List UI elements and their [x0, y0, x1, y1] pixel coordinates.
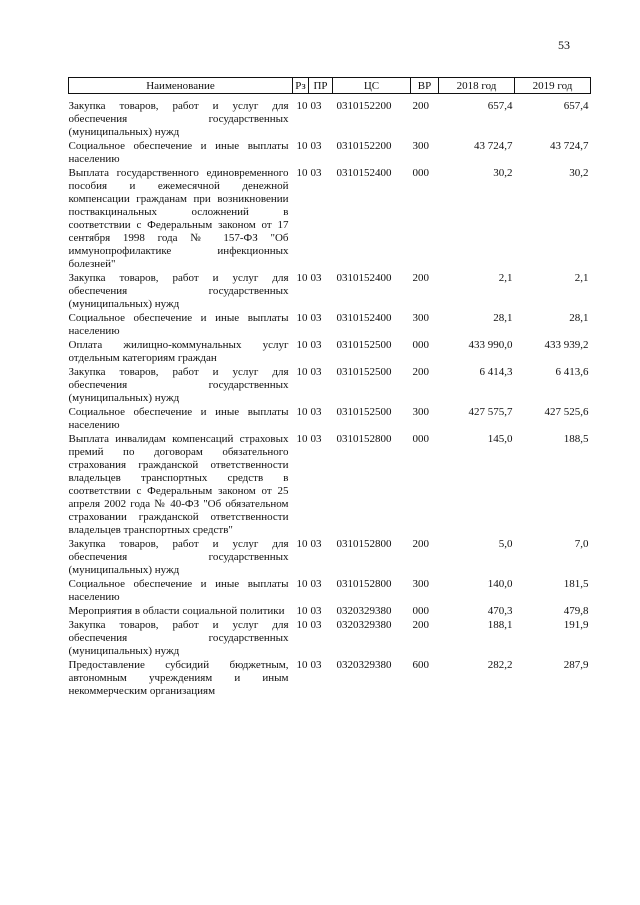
- row-rz: 10: [296, 167, 308, 179]
- row-2018: 2,1: [498, 272, 513, 284]
- row-vr: 000: [412, 433, 429, 445]
- row-name: Закупка товаров, работ и услуг для обеспечения государственных (муниципальных) нужд: [68, 100, 289, 138]
- row-2018: 28,1: [493, 312, 513, 324]
- row-rz: 10: [296, 339, 308, 351]
- row-name: Закупка товаров, работ и услуг для обеспечения государственных (муниципальных) нужд: [68, 272, 289, 310]
- row-name: Предоставление субсидий бюджетным, автономным учреждениям и иным некоммерческим организациям: [68, 659, 289, 697]
- row-cs: 0310152400: [336, 312, 392, 324]
- budget-table: [68, 77, 591, 699]
- row-vr: 000: [412, 605, 429, 617]
- row-2018: 657,4: [487, 100, 513, 112]
- row-2019: 181,5: [563, 578, 589, 590]
- row-vr: 300: [412, 578, 429, 590]
- row-vr: 200: [412, 272, 429, 284]
- row-rz: 10: [296, 433, 308, 445]
- row-pr: 03: [310, 100, 322, 112]
- row-2019: 657,4: [563, 100, 589, 112]
- row-cs: 0310152200: [336, 140, 392, 152]
- row-2019: 191,9: [563, 619, 589, 631]
- header-pr: ПР: [309, 78, 333, 94]
- row-2018: 140,0: [487, 578, 513, 590]
- row-cs: 0310152500: [336, 366, 392, 378]
- row-cs: 0310152400: [336, 167, 392, 179]
- row-pr: 03: [310, 659, 322, 671]
- header-2018: 2018 год: [439, 78, 515, 94]
- table-body: [69, 94, 591, 700]
- table-header-row: [69, 78, 591, 94]
- row-name: Закупка товаров, работ и услуг для обеспечения государственных (муниципальных) нужд: [68, 538, 289, 576]
- row-2018: 470,3: [487, 605, 513, 617]
- row-rz: 10: [296, 538, 308, 550]
- row-vr: 000: [412, 339, 429, 351]
- row-rz: 10: [296, 605, 308, 617]
- table-row: [69, 578, 591, 605]
- row-2019: 6 413,6: [555, 366, 589, 378]
- header-2019: 2019 год: [515, 78, 591, 94]
- row-2019: 28,1: [569, 312, 589, 324]
- row-vr: 300: [412, 406, 429, 418]
- row-2018: 433 990,0: [468, 339, 513, 351]
- row-pr: 03: [310, 578, 322, 590]
- row-cs: 0320329380: [336, 605, 392, 617]
- row-name: Социальное обеспечение и иные выплаты населению: [68, 140, 289, 165]
- row-rz: 10: [296, 140, 308, 152]
- row-vr: 200: [412, 366, 429, 378]
- row-pr: 03: [310, 339, 322, 351]
- table-row: [69, 619, 591, 659]
- table-row: [69, 433, 591, 538]
- row-2019: 7,0: [574, 538, 589, 550]
- table-row: [69, 339, 591, 366]
- row-name: Оплата жилищно-коммунальных услуг отдельным категориям граждан: [68, 339, 289, 364]
- row-cs: 0310152500: [336, 339, 392, 351]
- row-2018: 427 575,7: [468, 406, 513, 418]
- row-2018: 282,2: [487, 659, 513, 671]
- row-pr: 03: [310, 619, 322, 631]
- row-name: Социальное обеспечение и иные выплаты населению: [68, 578, 289, 603]
- row-cs: 0310152800: [336, 538, 392, 550]
- header-vr: ВР: [411, 78, 439, 94]
- row-vr: 000: [412, 167, 429, 179]
- row-rz: 10: [296, 366, 308, 378]
- row-vr: 300: [412, 140, 429, 152]
- row-2019: 2,1: [574, 272, 589, 284]
- row-pr: 03: [310, 538, 322, 550]
- row-pr: 03: [310, 406, 322, 418]
- row-rz: 10: [296, 272, 308, 284]
- row-2019: 427 525,6: [544, 406, 589, 418]
- row-cs: 0310152400: [336, 272, 392, 284]
- row-name: Выплата инвалидам компенсаций страховых премий по договорам обязательного страхования гражданской ответственности владельцев транспортных средств в соответствии с Федеральным законом от 25 апреля 2002 года № 40-ФЗ "Об обязательном страховании гражданской ответственности владельцев транспортных средств": [68, 433, 289, 536]
- row-2018: 5,0: [498, 538, 513, 550]
- row-name: Мероприятия в области социальной политики: [68, 605, 285, 617]
- table-row: [69, 140, 591, 167]
- row-name: Закупка товаров, работ и услуг для обеспечения государственных (муниципальных) нужд: [68, 619, 289, 657]
- row-pr: 03: [310, 605, 322, 617]
- row-cs: 0320329380: [336, 619, 392, 631]
- row-2019: 287,9: [563, 659, 589, 671]
- row-cs: 0310152500: [336, 406, 392, 418]
- header-name: Наименование: [69, 78, 293, 94]
- table-row: [69, 366, 591, 406]
- row-2018: 6 414,3: [479, 366, 513, 378]
- row-name: Выплата государственного единовременного пособия и ежемесячной денежной компенсации гражданам при возникновении поствакцинальных осложнений в соответствии с Федеральным законом от 17 сентября 1998 года № 157-ФЗ "Об иммунопрофилактике инфекционных болезней": [68, 167, 289, 270]
- row-vr: 600: [412, 659, 429, 671]
- row-pr: 03: [310, 272, 322, 284]
- page-number: 53: [558, 38, 570, 52]
- row-rz: 10: [296, 406, 308, 418]
- row-2019: 479,8: [563, 605, 589, 617]
- row-2019: 30,2: [569, 167, 589, 179]
- row-2019: 43 724,7: [550, 140, 589, 152]
- row-name: Закупка товаров, работ и услуг для обеспечения государственных (муниципальных) нужд: [68, 366, 289, 404]
- row-rz: 10: [296, 100, 308, 112]
- row-name: Социальное обеспечение и иные выплаты населению: [68, 406, 289, 431]
- table-row: [69, 605, 591, 619]
- table-row: [69, 272, 591, 312]
- row-pr: 03: [310, 167, 322, 179]
- row-name: Социальное обеспечение и иные выплаты населению: [68, 312, 289, 337]
- row-cs: 0310152800: [336, 578, 392, 590]
- row-2018: 145,0: [487, 433, 513, 445]
- table-row: [69, 312, 591, 339]
- table-row: [69, 659, 591, 699]
- header-cs: ЦС: [333, 78, 411, 94]
- row-rz: 10: [296, 578, 308, 590]
- row-rz: 10: [296, 312, 308, 324]
- table-row: [69, 406, 591, 433]
- row-pr: 03: [310, 366, 322, 378]
- row-pr: 03: [310, 433, 322, 445]
- row-2018: 188,1: [487, 619, 513, 631]
- row-vr: 200: [412, 100, 429, 112]
- row-vr: 200: [412, 619, 429, 631]
- row-vr: 200: [412, 538, 429, 550]
- row-cs: 0320329380: [336, 659, 392, 671]
- table-row: [69, 167, 591, 272]
- row-rz: 10: [296, 619, 308, 631]
- table-row: [69, 538, 591, 578]
- row-cs: 0310152800: [336, 433, 392, 445]
- row-pr: 03: [310, 140, 322, 152]
- header-rz: Рз: [293, 78, 309, 94]
- row-2019: 433 939,2: [544, 339, 589, 351]
- row-2018: 30,2: [493, 167, 513, 179]
- row-vr: 300: [412, 312, 429, 324]
- row-rz: 10: [296, 659, 308, 671]
- row-pr: 03: [310, 312, 322, 324]
- row-cs: 0310152200: [336, 100, 392, 112]
- row-2018: 43 724,7: [474, 140, 513, 152]
- table-row: [69, 94, 591, 141]
- row-2019: 188,5: [563, 433, 589, 445]
